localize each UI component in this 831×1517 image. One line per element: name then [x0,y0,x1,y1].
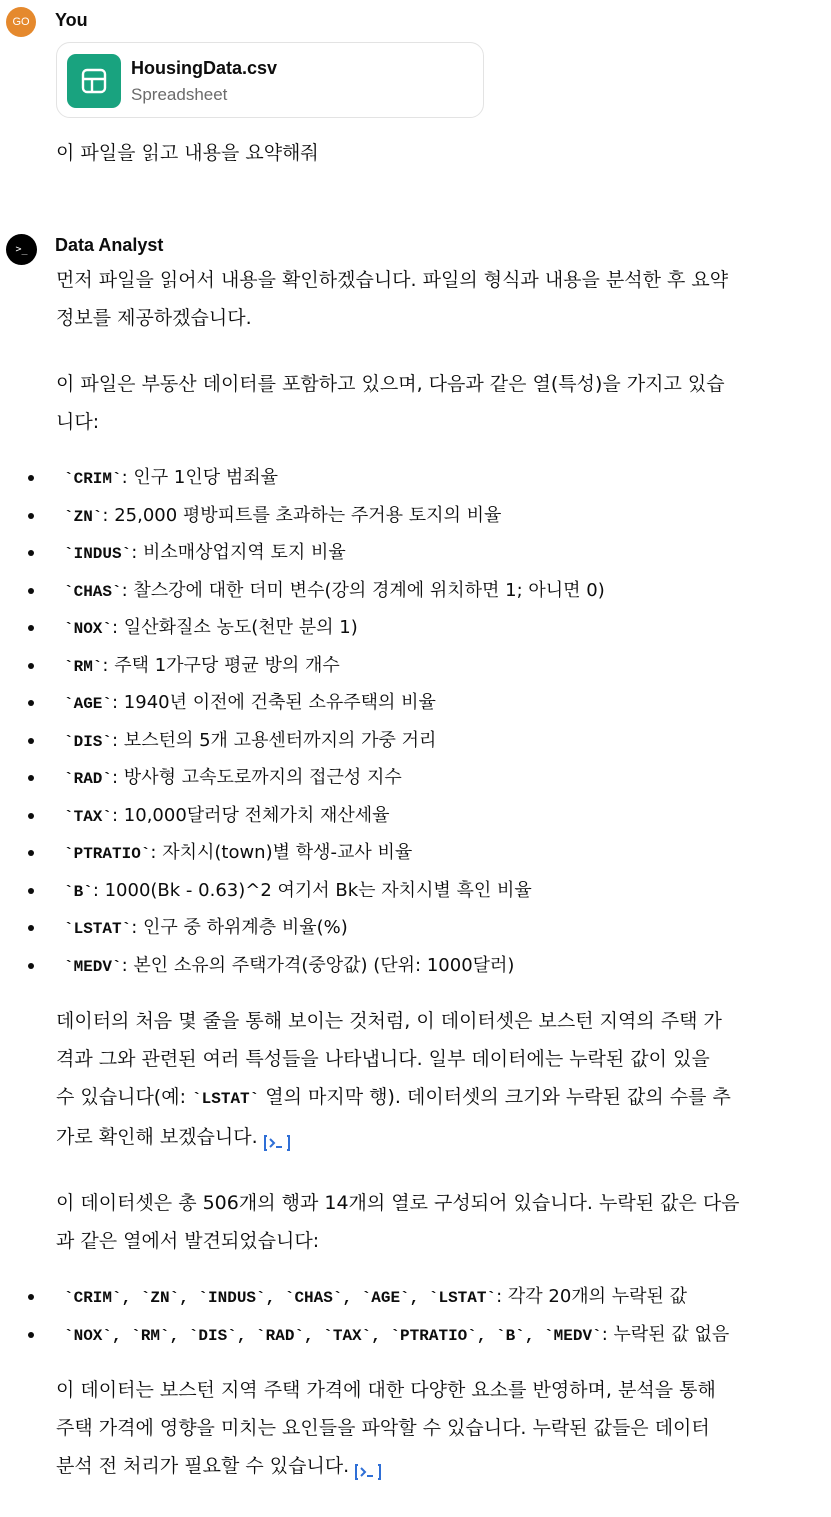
column-code: `NOX`, `RM`, `DIS`, `RAD`, `TAX`, `PTRATIO`, `B`, `MEDV` [64,1326,602,1345]
user-avatar: GO [6,7,36,37]
column-description: : 자치시(town)별 학생-교사 비율 [150,842,413,863]
spreadsheet-icon [67,54,121,108]
view-analysis-icon[interactable] [264,1128,290,1148]
column-description: : 주택 1가구당 평균 방의 개수 [102,654,340,676]
column-code: `TAX` [64,807,113,826]
column-description: : 누락된 값 없음 [601,1323,730,1345]
list-item [38,534,821,572]
list-item [38,684,821,722]
inline-code: `LSTAT` [192,1090,260,1108]
column-code: `DIS` [64,732,113,751]
column-code: `CRIM` [64,470,122,488]
column-description: : 인구 1인당 범죄율 [121,467,279,488]
paragraph-intro: 먼저 파일을 읽어서 내용을 확인하겠습니다. 파일의 형식과 내용을 분석한 후 요약 정보를 제공하겠습니다. [56,269,729,329]
list-item [38,497,821,535]
list-item [38,909,821,947]
column-description: : 비소매상업지역 토지 비율 [131,542,346,563]
column-code: `RM` [64,657,103,676]
list-item [38,834,821,872]
data-analyst-avatar: >_ [6,234,37,265]
file-type: Spreadsheet [131,85,228,104]
column-code: `INDUS` [64,545,132,563]
list-item [38,647,821,685]
list-item [38,609,821,647]
column-description: : 보스턴의 5개 고용센터까지의 가중 거리 [112,729,437,751]
view-analysis-icon[interactable] [355,1457,381,1477]
list-item [38,1316,821,1354]
column-code: `CHAS` [64,582,122,601]
list-item [38,872,821,910]
column-description: : 1000(Bk - 0.63)^2 여기서 Bk는 자치시별 흑인 비율 [92,879,532,901]
column-code: `RAD` [64,770,113,788]
list-item [38,759,821,797]
list-item [38,572,821,610]
list-item [38,797,821,835]
list-item [38,722,821,760]
file-name: HousingData.csv [131,58,278,78]
paragraph-columns-intro: 이 파일은 부동산 데이터를 포함하고 있으며, 다음과 같은 열(특성)을 가지고 있습 니다: [56,373,725,433]
column-description: : 1940년 이전에 건축된 소유주택의 비율 [112,692,436,713]
column-description: : 25,000 평방피트를 초과하는 주거용 토지의 비율 [102,504,502,526]
column-code: `MEDV` [64,957,122,976]
list-item [38,459,821,497]
missing-values-list [38,1278,821,1353]
user-name: You [55,10,88,30]
paragraph-conclusion: 이 데이터는 보스턴 지역 주택 가격에 대한 다양한 요소를 반영하며, 분석을 통해 주택 가격에 영향을 미치는 요인들을 파악할 수 있습니다. 누락된 값들은 데이터 분석 전 처리가 필요할 수 있습니다. [56,1379,716,1477]
column-code: `NOX` [64,620,113,638]
column-description: : 각각 20개의 누락된 값 [496,1286,688,1307]
column-description: : 방사형 고속도로까지의 접근성 지수 [112,767,402,788]
column-code: `ZN` [64,507,103,526]
column-description: : 인구 중 하위계층 비율(%) [131,917,348,938]
paragraph-dataset-size: 이 데이터셋은 총 506개의 행과 14개의 열로 구성되어 있습니다. 누락된 값은 다음 과 같은 열에서 발견되었습니다: [56,1192,740,1252]
user-message-text: 이 파일을 읽고 내용을 요약해줘 [56,142,319,164]
column-code: `LSTAT` [64,920,132,938]
paragraph-data-overview: 데이터의 처음 몇 줄을 통해 보이는 것처럼, 이 데이터셋은 보스턴 지역의 주택 가 격과 그와 관련된 여러 특성들을 나타냅니다. 일부 데이터에는 누락된 값이 있을 수 있습니다(예: `LSTAT` 열의 마지막 행). 데이터셋의 크기와 누락된 값의 수를 추 가로 확인해 보겠습니다. [56,1010,731,1148]
column-description: : 일산화질소 농도(천만 분의 1) [112,617,358,638]
column-description: : 본인 소유의 주택가격(중앙값) (단위: 1000달러) [121,954,515,976]
column-code: `AGE` [64,695,113,713]
list-item [38,947,821,985]
attached-file-card[interactable] [56,42,484,118]
assistant-message [56,261,821,1485]
column-code: `B` [64,882,93,901]
column-description: : 찰스강에 대한 더미 변수(강의 경계에 위치하면 1; 아니면 0) [121,579,605,601]
column-description: : 10,000달러당 전체가치 재산세율 [112,804,390,826]
column-code: `PTRATIO` [64,845,151,863]
list-item [38,1278,821,1316]
column-code: `CRIM`, `ZN`, `INDUS`, `CHAS`, `AGE`, `LSTAT` [64,1289,497,1307]
assistant-name: Data Analyst [55,235,164,255]
columns-list [38,459,821,984]
